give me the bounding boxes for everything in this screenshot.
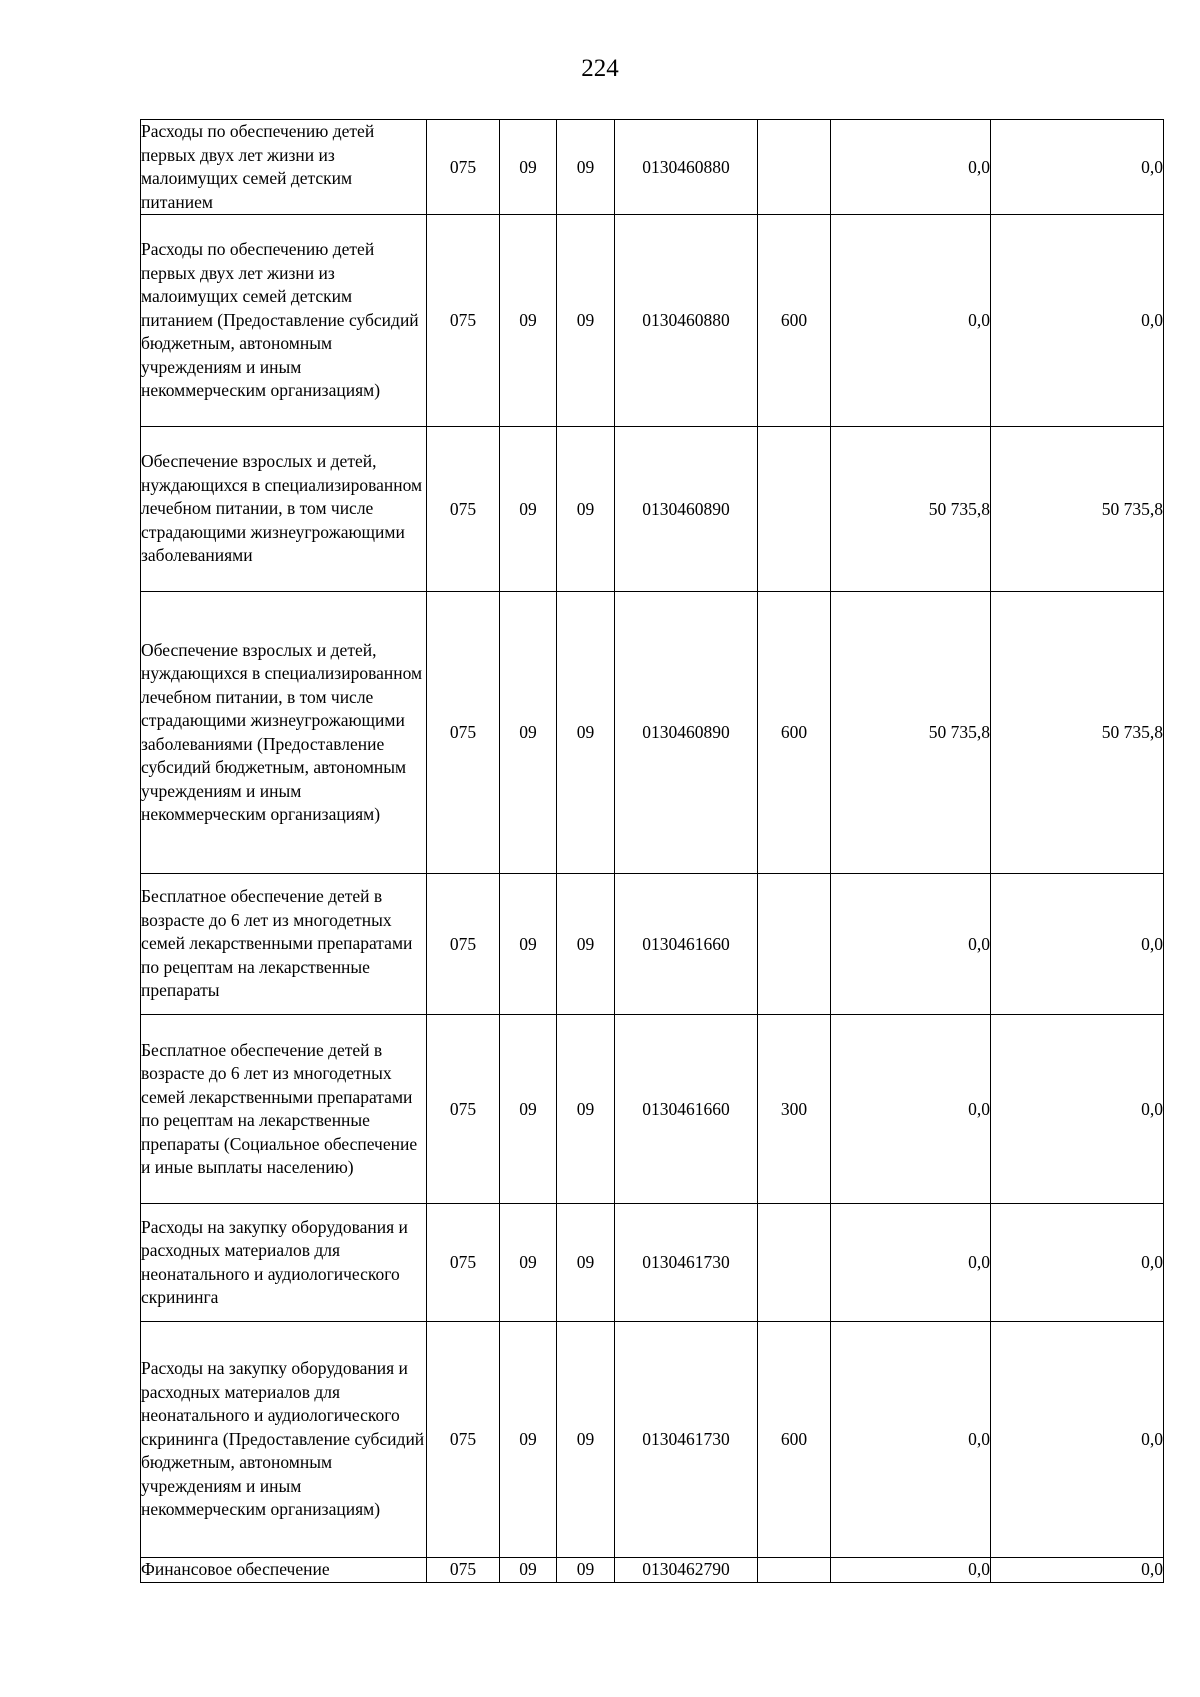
subsection-code: 09: [557, 1322, 615, 1558]
target-article-code: 0130461660: [615, 1015, 758, 1204]
ministry-code: 075: [427, 215, 500, 427]
table-row: [141, 215, 1164, 427]
amount-2: 0,0: [991, 1015, 1164, 1204]
expense-type-code: [758, 1558, 831, 1583]
ministry-code: 075: [427, 874, 500, 1015]
amount-2: 50 735,8: [991, 427, 1164, 592]
ministry-code: 075: [427, 1015, 500, 1204]
amount-1: 0,0: [831, 874, 991, 1015]
section-code: 09: [500, 427, 557, 592]
section-code: 09: [500, 1558, 557, 1583]
section-code: 09: [500, 592, 557, 874]
ministry-code: 075: [427, 1322, 500, 1558]
target-article-code: 0130461660: [615, 874, 758, 1015]
expense-type-code: 600: [758, 1322, 831, 1558]
table-row: [141, 1558, 1164, 1583]
amount-1: 0,0: [831, 120, 991, 215]
target-article-code: 0130460890: [615, 427, 758, 592]
ministry-code: 075: [427, 592, 500, 874]
row-description: Бесплатное обеспечение детей в возрасте до 6 лет из многодетных семей лекарственными препаратами по рецептам на лекарственные препараты (Социальное обеспечение и иные выплаты населению): [141, 1015, 427, 1204]
budget-table: [140, 119, 1164, 1583]
expense-type-code: [758, 120, 831, 215]
section-code: 09: [500, 1204, 557, 1322]
target-article-code: 0130460890: [615, 592, 758, 874]
row-description: Финансовое обеспечение: [141, 1558, 427, 1583]
table-row: [141, 1322, 1164, 1558]
row-description: Обеспечение взрослых и детей, нуждающихся в специализированном лечебном питании, в том числе страдающими жизнеугрожающими заболеваниями: [141, 427, 427, 592]
section-code: 09: [500, 120, 557, 215]
section-code: 09: [500, 1322, 557, 1558]
expense-type-code: 600: [758, 215, 831, 427]
amount-2: 0,0: [991, 1204, 1164, 1322]
ministry-code: 075: [427, 120, 500, 215]
table-row: [141, 1204, 1164, 1322]
row-description: Расходы по обеспечению детей первых двух лет жизни из малоимущих семей детским питанием (Предоставление субсидий бюджетным, автономным учреждениям и иным некоммерческим организациям): [141, 215, 427, 427]
expense-type-code: 300: [758, 1015, 831, 1204]
expense-type-code: 600: [758, 592, 831, 874]
target-article-code: 0130461730: [615, 1204, 758, 1322]
page-number: 224: [581, 55, 619, 82]
table-row: [141, 592, 1164, 874]
table-row: [141, 1015, 1164, 1204]
expense-type-code: [758, 1204, 831, 1322]
subsection-code: 09: [557, 1015, 615, 1204]
ministry-code: 075: [427, 427, 500, 592]
section-code: 09: [500, 215, 557, 427]
row-description: Бесплатное обеспечение детей в возрасте до 6 лет из многодетных семей лекарственными препаратами по рецептам на лекарственные препараты: [141, 874, 427, 1015]
amount-1: 0,0: [831, 1204, 991, 1322]
row-description: Расходы на закупку оборудования и расходных материалов для неонатального и аудиологического скрининга (Предоставление субсидий бюджетным, автономным учреждениям и иным некоммерческим организациям): [141, 1322, 427, 1558]
row-description: Расходы по обеспечению детей первых двух лет жизни из малоимущих семей детским питанием: [141, 120, 427, 215]
subsection-code: 09: [557, 592, 615, 874]
amount-1: 0,0: [831, 1558, 991, 1583]
subsection-code: 09: [557, 1558, 615, 1583]
row-description: Расходы на закупку оборудования и расходных материалов для неонатального и аудиологического скрининга: [141, 1204, 427, 1322]
section-code: 09: [500, 1015, 557, 1204]
table-row: [141, 120, 1164, 215]
subsection-code: 09: [557, 215, 615, 427]
amount-1: 0,0: [831, 215, 991, 427]
row-description: Обеспечение взрослых и детей, нуждающихся в специализированном лечебном питании, в том числе страдающими жизнеугрожающими заболеваниями (Предоставление субсидий бюджетным, автономным учреждениям и иным некоммерческим организациям): [141, 592, 427, 874]
target-article-code: 0130462790: [615, 1558, 758, 1583]
subsection-code: 09: [557, 1204, 615, 1322]
target-article-code: 0130460880: [615, 120, 758, 215]
subsection-code: 09: [557, 120, 615, 215]
ministry-code: 075: [427, 1204, 500, 1322]
amount-2: 0,0: [991, 1322, 1164, 1558]
section-code: 09: [500, 874, 557, 1015]
amount-1: 50 735,8: [831, 427, 991, 592]
amount-1: 50 735,8: [831, 592, 991, 874]
amount-2: 0,0: [991, 874, 1164, 1015]
target-article-code: 0130460880: [615, 215, 758, 427]
amount-2: 50 735,8: [991, 592, 1164, 874]
table-row: [141, 874, 1164, 1015]
subsection-code: 09: [557, 874, 615, 1015]
amount-2: 0,0: [991, 215, 1164, 427]
target-article-code: 0130461730: [615, 1322, 758, 1558]
expense-type-code: [758, 427, 831, 592]
ministry-code: 075: [427, 1558, 500, 1583]
subsection-code: 09: [557, 427, 615, 592]
expense-type-code: [758, 874, 831, 1015]
amount-2: 0,0: [991, 120, 1164, 215]
amount-2: 0,0: [991, 1558, 1164, 1583]
amount-1: 0,0: [831, 1322, 991, 1558]
amount-1: 0,0: [831, 1015, 991, 1204]
table-row: [141, 427, 1164, 592]
